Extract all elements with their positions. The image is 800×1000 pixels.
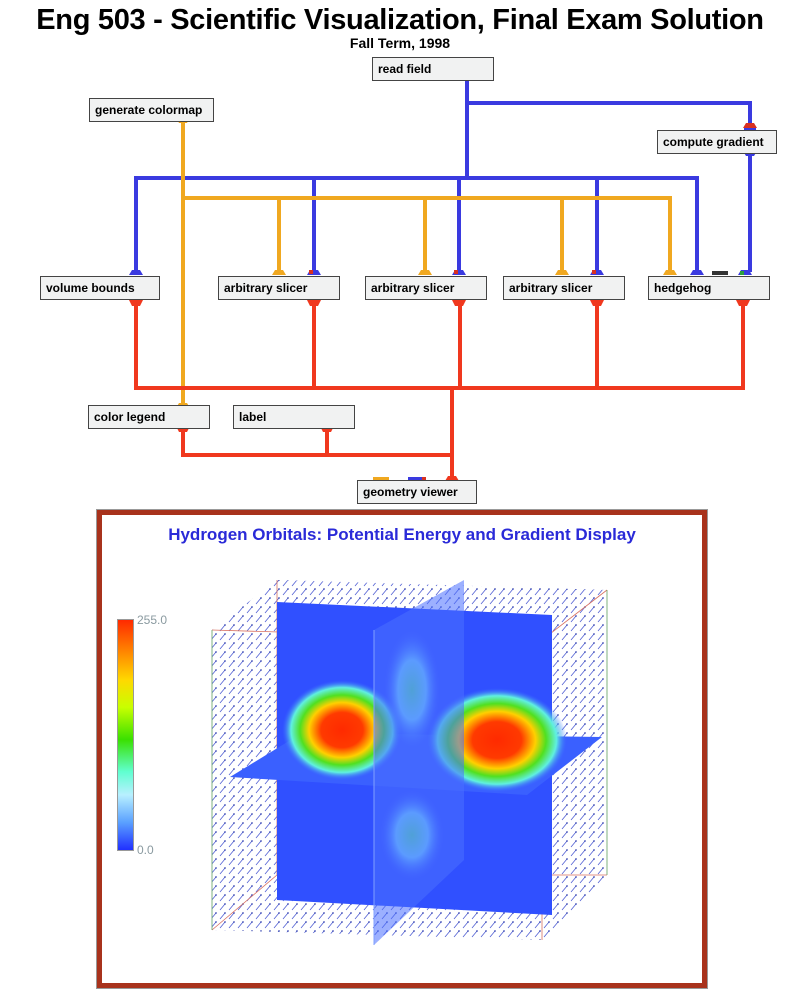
legend-max-label: 255.0 — [137, 613, 168, 627]
module-generate-colormap[interactable]: generate colormap — [89, 98, 214, 122]
viewer-title: Hydrogen Orbitals: Potential Energy and Gradient Display — [168, 525, 636, 544]
field-links — [136, 82, 750, 270]
module-arbitrary-slicer-1[interactable]: arbitrary slicer — [218, 276, 340, 300]
legend-min-label: 0.0 — [137, 843, 154, 857]
geometry-viewer-window — [97, 510, 707, 988]
module-volume-bounds[interactable]: volume bounds — [40, 276, 160, 300]
module-arbitrary-slicer-3[interactable]: arbitrary slicer — [503, 276, 625, 300]
page-title: Eng 503 - Scientific Visualization, Final Exam Solution — [36, 4, 764, 36]
module-hedgehog[interactable]: hedgehog — [648, 276, 770, 300]
module-compute-gradient[interactable]: compute gradient — [657, 130, 777, 154]
module-label[interactable]: label — [233, 405, 355, 429]
color-legend-bar — [117, 619, 134, 851]
volume-render — [102, 515, 702, 983]
geometry-links — [136, 302, 743, 476]
page-subtitle: Fall Term, 1998 — [349, 35, 451, 51]
module-arbitrary-slicer-2[interactable]: arbitrary slicer — [365, 276, 487, 300]
module-color-legend[interactable]: color legend — [88, 405, 210, 429]
module-geometry-viewer[interactable]: geometry viewer — [357, 480, 477, 504]
module-read-field[interactable]: read field — [372, 57, 494, 81]
